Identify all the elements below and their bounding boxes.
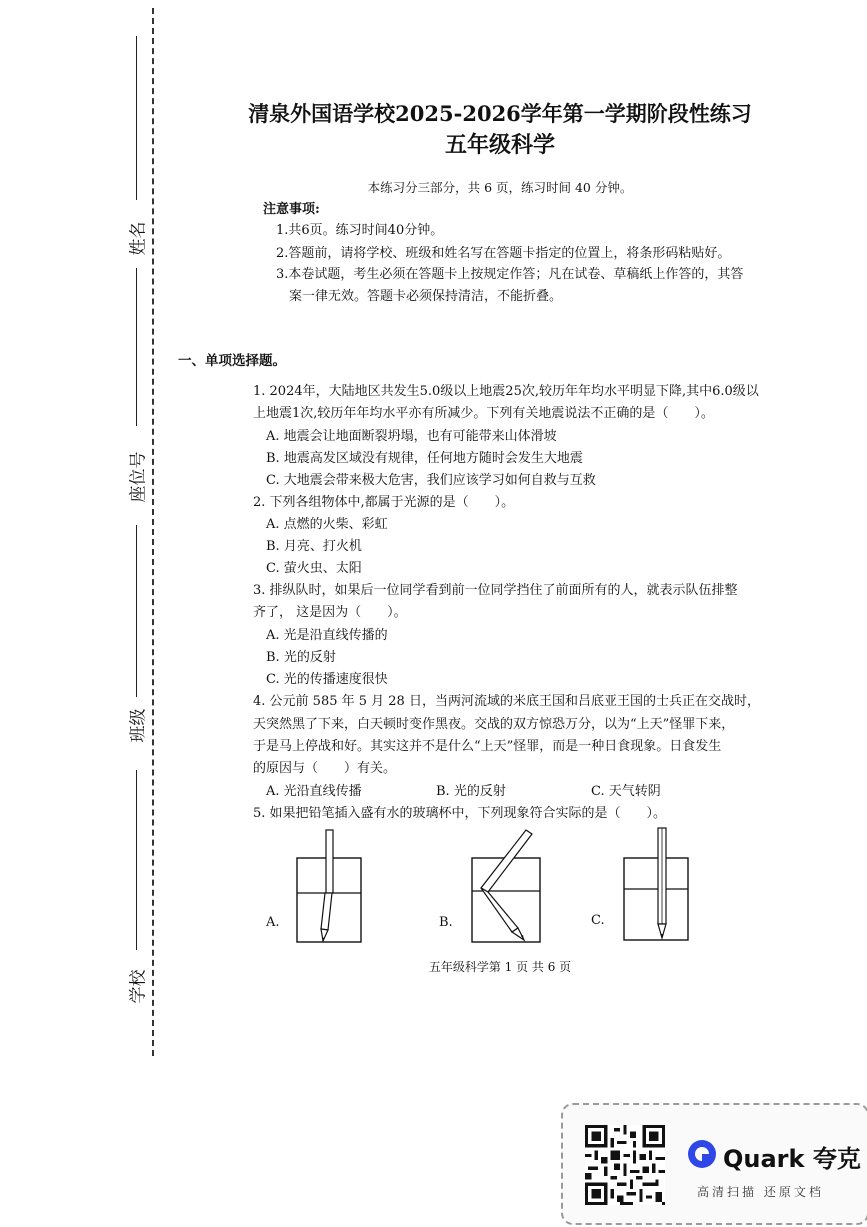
question-4-option-c: C. 天气转阴: [591, 784, 661, 799]
note-item: 2.答题前，请将学校、班级和姓名写在答题卡指定的位置上，将条形码粘贴好。: [276, 246, 731, 261]
figure-label-b: B.: [439, 915, 453, 930]
quark-tagline: 高清扫描 还原文档: [697, 1185, 824, 1199]
question-4-line: 4. 公元前 585 年 5 月 28 日，当两河流域的米底王国和吕底亚王国的士兵正在交战时，: [253, 694, 760, 709]
binding-dashed-line: [152, 8, 154, 1056]
figure-b-pencil-in-glass: [468, 828, 544, 946]
question-3-option-c: C. 光的传播速度很快: [266, 672, 388, 687]
school-label: 学校: [128, 969, 149, 1004]
quark-watermark: [561, 1103, 867, 1225]
quark-logo-icon: [687, 1139, 717, 1169]
question-2-option-b: B. 月亮、打火机: [266, 539, 362, 554]
page-footer: 五年级科学第 1 页 共 6 页: [428, 960, 572, 974]
exam-title: 清泉外国语学校2025-2026学年第一学期阶段性练习: [248, 101, 752, 126]
note-item: 1.共6页。练习时间40分钟。: [276, 223, 444, 238]
question-1-option-c: C. 大地震会带来极大危害，我们应该学习如何自救与互救: [266, 473, 596, 488]
question-3-option-b: B. 光的反射: [266, 650, 336, 665]
note-item: 案一律无效。答题卡必须保持清洁，不能折叠。: [289, 289, 563, 304]
name-label: 姓名: [128, 221, 149, 256]
question-2-line: 2. 下列各组物体中,都属于光源的是（ ）。: [253, 495, 515, 510]
question-4-option-b: B. 光的反射: [436, 784, 506, 799]
school-write-line: [136, 770, 137, 950]
question-2-option-a: A. 点燃的火柴、彩虹: [266, 517, 388, 532]
question-4-line: 的原因与（ ）有关。: [253, 761, 397, 776]
seat-label: 座位号: [128, 451, 149, 503]
class-write-line: [136, 525, 137, 697]
name-write-line: [136, 36, 137, 200]
question-2-option-c: C. 萤火虫、太阳: [266, 561, 362, 576]
section-title: 一、单项选择题。: [178, 353, 286, 369]
question-3-option-a: A. 光是沿直线传播的: [266, 628, 388, 643]
figure-a-pencil-in-glass: [295, 828, 365, 946]
question-1-option-a: A. 地震会让地面断裂坍塌，也有可能带来山体滑坡: [266, 429, 557, 444]
question-4-line: 天突然黑了下来，白天顿时变作黑夜。交战的双方惊恐万分，以为“上天”怪罪下来，: [253, 717, 735, 732]
question-3-line: 3. 排纵队时，如果后一位同学看到前一位同学挡住了前面所有的人，就表示队伍排整: [253, 583, 738, 598]
seat-write-line: [136, 268, 137, 426]
figure-label-c: C.: [591, 913, 605, 928]
question-5-line: 5. 如果把铅笔插入盛有水的玻璃杯中，下列现象符合实际的是（ ）。: [253, 806, 667, 821]
exam-info: 本练习分三部分，共 6 页，练习时间 40 分钟。: [367, 180, 633, 195]
question-1-line: 1. 2024年，大陆地区共发生5.0级以上地震25次,较历年年均水平明显下降,其中6.0级以: [253, 384, 759, 399]
note-item: 3.本卷试题，考生必须在答题卡上按规定作答；凡在试卷、草稿纸上作答的，其答: [276, 267, 744, 282]
figure-c-pencil-in-glass: [621, 826, 691, 944]
quark-brand-name: Quark 夸克: [723, 1145, 861, 1173]
figure-label-a: A.: [266, 915, 280, 930]
notes-heading: 注意事项:: [263, 202, 320, 217]
question-4-line: 于是马上停战和好。其实这并不是什么“上天”怪罪，而是一种日食现象。日食发生: [253, 739, 722, 754]
question-1-option-b: B. 地震高发区域没有规律，任何地方随时会发生大地震: [266, 451, 583, 466]
question-3-line: 齐了， 这是因为（ ）。: [253, 605, 407, 620]
class-label: 班级: [128, 708, 149, 743]
question-1-line: 上地震1次,较历年年均水平亦有所减少。下列有关地震说法不正确的是（ ）。: [253, 406, 714, 421]
qr-code-icon: [585, 1125, 665, 1205]
exam-subtitle: 五年级科学: [444, 132, 555, 158]
question-4-option-a: A. 光沿直线传播: [266, 784, 362, 799]
